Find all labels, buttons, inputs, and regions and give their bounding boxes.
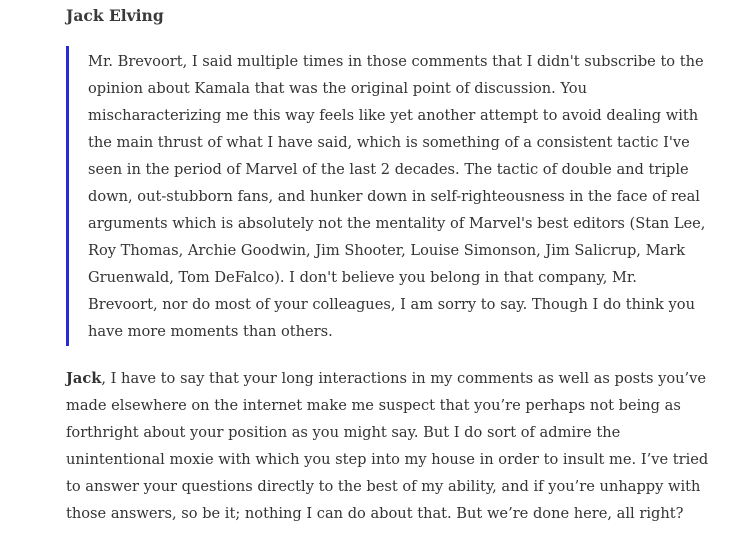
quote-line: the main thrust of what I have said, which is something of a consistent tactic I've [88, 134, 690, 151]
reply-line: those answers, so be it; nothing I can do about that. But we’re done here, all right? [66, 505, 684, 522]
reply-line: forthright about your position as you might say. But I do sort of admire the [66, 424, 621, 441]
quote-line: have more moments than others. [88, 323, 333, 340]
reply-first-line-text: , I have to say that your long interactions in my comments as well as posts you’ve [101, 370, 707, 387]
reply-line [66, 365, 746, 392]
quoted-comment-block [66, 46, 726, 346]
quoted-comment-text [88, 48, 748, 345]
reply-line: made elsewhere on the internet make me suspect that you’re perhaps not being as [66, 397, 681, 414]
reply-line: to answer your questions directly to the best of my ability, and if you’re unhappy with [66, 478, 701, 495]
quote-line: opinion about Kamala that was the original point of discussion. You [88, 80, 587, 97]
quote-line: Brevoort, nor do most of your colleagues, I am sorry to say. Though I do think you [88, 296, 695, 313]
comment-author-name: Jack Elving [66, 6, 164, 25]
reply-line: unintentional moxie with which you step into my house in order to insult me. I’ve tried [66, 451, 709, 468]
quote-line: arguments which is absolutely not the mentality of Marvel's best editors (Stan Lee, [88, 215, 706, 232]
quote-line: Roy Thomas, Archie Goodwin, Jim Shooter, Louise Simonson, Jim Salicrup, Mark [88, 242, 686, 259]
author-reply [66, 365, 746, 527]
quote-line: Mr. Brevoort, I said multiple times in those comments that I didn't subscribe to the [88, 53, 704, 70]
quote-line: down, out-stubborn fans, and hunker down in self-righteousness in the face of real [88, 188, 700, 205]
quote-line: Gruenwald, Tom DeFalco). I don't believe you belong in that company, Mr. [88, 269, 637, 286]
quote-line: mischaracterizing me this way feels like yet another attempt to avoid dealing with [88, 107, 699, 124]
reply-addressee: Jack [66, 370, 102, 387]
quote-line: seen in the period of Marvel of the last 2 decades. The tactic of double and triple [88, 161, 689, 178]
